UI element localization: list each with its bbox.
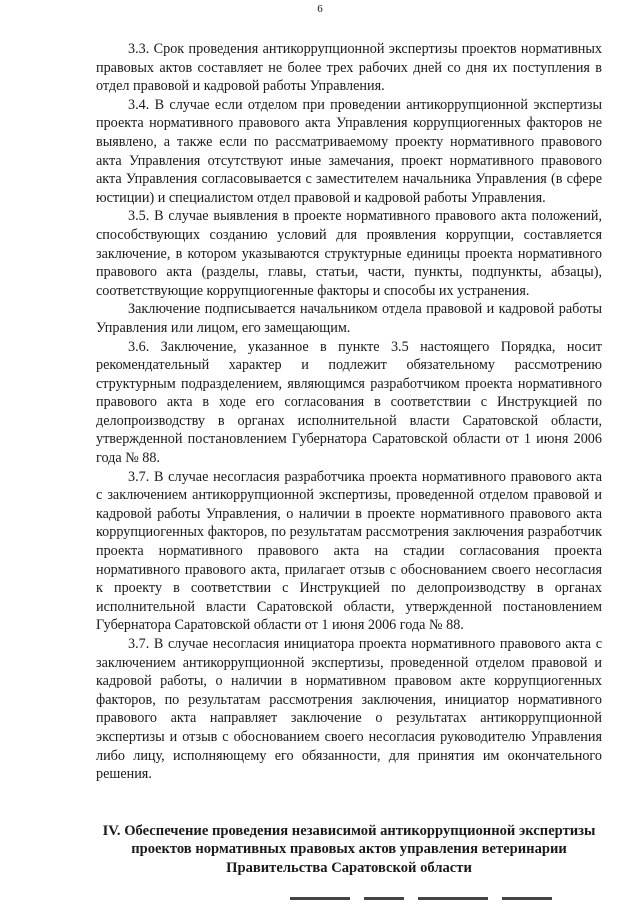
document-body [96, 40, 602, 784]
paragraph-3-4: 3.4. В случае если отделом при проведении антикоррупционной экспертизы проекта нормативного правового акта Управления коррупциогенных факторов не выявлено, а также если по рассматриваемому проекту нормативного правового акта Управления отсутствуют иные замечания, проект нормативного правового акта Управления согласовывается с заместителем начальника Управления (в сфере юстиции) и специалистом отдел правовой и кадровой работы Управления. [96, 96, 602, 206]
paragraph-3-7-initiator: 3.7. В случае несогласия инициатора проекта нормативного правового акта с заключением антикоррупционной экспертизы, проведенной отделом правовой и кадровой работы, о наличии в нормативном правовом акте коррупциогенных факторов, по результатам рассмотрения заключения, инициатор нормативного правового акта направляет заключение о результатах антикоррупционной экспертизы и отзыв с обоснованием своего несогласия руководителю Управления либо лицу, исполняющему его обязанности, для принятия им окончательного решения. [96, 636, 602, 783]
paragraph-3-3: 3.3. Срок проведения антикоррупционной экспертизы проектов нормативных правовых актов составляет не более трех рабочих дней со дня их поступления в отдел правовой и кадровой работы Управления. [96, 41, 602, 95]
paragraph-conclusion-signing: Заключение подписывается начальником отдела правовой и кадровой работы Управления или лицом, его замещающим. [96, 301, 602, 336]
scan-edge-artifact [290, 897, 620, 905]
paragraph-3-7-developer: 3.7. В случае несогласия разработчика проекта нормативного правового акта с заключением антикоррупционной экспертизы, проведенной отделом правовой и кадровой работы Управления, о наличии в проекте нормативного правового акта коррупциогенных факторов, по результатам рассмотрения заключения разработчик проекта нормативного правового акта на стадии согласования проекта нормативного правового акта, прилагает отзыв с обоснованием своего несогласия к проекту в соответствии с Инструкцией по делопроизводству в органах исполнительной власти Саратовской области, утвержденной постановлением Губернатора Саратовской области от 1 июня 2006 года № 88. [96, 468, 602, 634]
paragraph-3-5: 3.5. В случае выявления в проекте нормативного правового акта положений, способствующих созданию условий для проявления коррупции, составляется заключение, в котором указываются структурные единицы проекта нормативного правового акта (разделы, главы, статьи, части, пункты, подпункты, абзацы), соответствующие коррупциогенные факторы и способы их устранения. [96, 208, 602, 299]
section-heading: IV. Обеспечение проведения независимой антикоррупционной экспертизы проектов нормативных правовых актов управления ветеринарии Правительства Саратовской области [102, 823, 596, 876]
page-number: 6 [317, 3, 323, 15]
paragraph-3-6: 3.6. Заключение, указанное в пункте 3.5 настоящего Порядка, носит рекомендательный характер и подлежит обязательному рассмотрению структурным подразделением, являющимся разработчиком проекта нормативного правового акта в ходе его согласования в соответствии с Инструкцией по делопроизводству в органах исполнительной власти Саратовской области, утвержденной постановлением Губернатора Саратовской области от 1 июня 2006 года № 88. [96, 338, 602, 467]
